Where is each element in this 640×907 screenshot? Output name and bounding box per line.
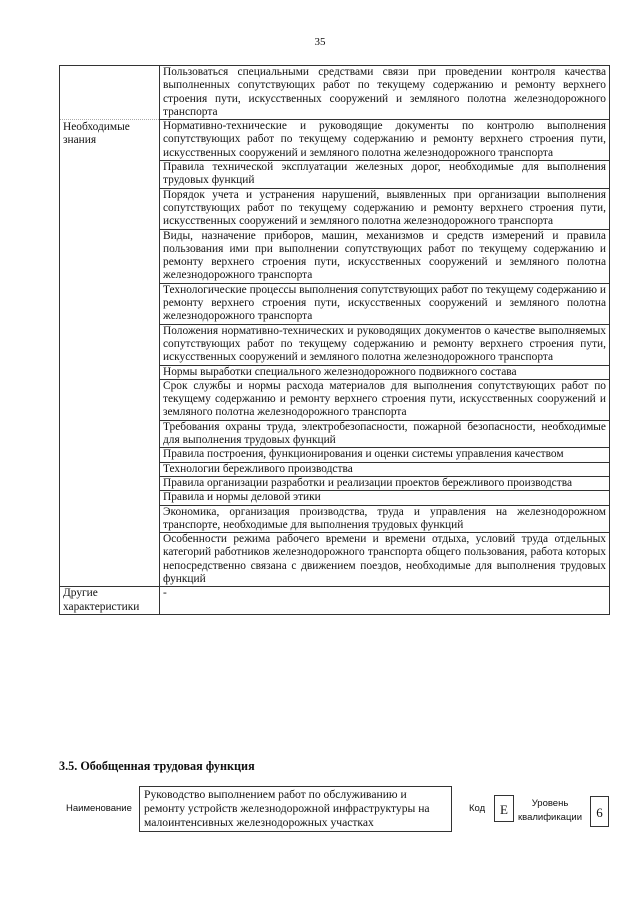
table-row [60, 476, 610, 490]
row-description: Нормы выработки специального железнодорожного подвижного состава [160, 365, 610, 379]
other-characteristics-label: Другие характеристики [60, 587, 160, 615]
table-row [60, 420, 610, 448]
row-description: Требования охраны труда, электробезопасности, пожарной безопасности, необходимые для выполнения трудовых функций [160, 420, 610, 448]
table-row [60, 462, 610, 476]
qualification-level-box: 6 [590, 796, 609, 827]
row-description: Правила технической эксплуатации железных дорог, необходимые для выполнения трудовых функций [160, 161, 610, 189]
table-row [60, 66, 610, 120]
row-category-empty [60, 188, 160, 229]
row-description: Правила построения, функционирования и оценки системы управления качеством [160, 448, 610, 462]
row-category-empty [60, 379, 160, 420]
row-category-empty [60, 505, 160, 533]
table-row [60, 505, 610, 533]
row-description: Технологии бережливого производства [160, 462, 610, 476]
row-category-empty [60, 66, 160, 120]
row-description: Особенности режима рабочего времени и времени отдыха, условий труда отдельных категорий работников железнодорожного транспорта общего пользования, работа которых непосредственно связана с движением поездов, необходимые для выполнения трудовых функций [160, 533, 610, 587]
row-description: Срок службы и нормы расхода материалов для выполнения сопутствующих работ по текущему содержанию и ремонту верхнего строения пути, искусственных сооружений и земляного полотна железнодорожного транспорта [160, 379, 610, 420]
table-row [60, 379, 610, 420]
table-row [60, 491, 610, 505]
other-characteristics-value: - [160, 587, 610, 615]
code-value-box: E [494, 795, 514, 822]
table-row [60, 533, 610, 587]
row-description: Правила организации разработки и реализации проектов бережливого производства [160, 476, 610, 490]
row-category-empty [60, 476, 160, 490]
skills-knowledge-table [59, 65, 610, 615]
table-row [60, 229, 610, 283]
row-description: Правила и нормы деловой этики [160, 491, 610, 505]
table-row [60, 324, 610, 365]
qualification-level-label: Уровень квалификации [517, 798, 583, 823]
row-description: Экономика, организация производства, труда и управления на железнодорожном транспорте, необходимые для выполнения трудовых функций [160, 505, 610, 533]
row-category-label: Необходимые знания [60, 120, 160, 161]
table-row [60, 161, 610, 189]
table-row-other [60, 587, 610, 615]
row-category-empty [60, 324, 160, 365]
table-body [60, 66, 610, 615]
table-row [60, 448, 610, 462]
row-category-empty [60, 491, 160, 505]
row-category-empty [60, 462, 160, 476]
table-row [60, 365, 610, 379]
name-label: Наименование [66, 803, 132, 814]
row-description: Нормативно-технические и руководящие документы по контролю выполнения сопутствующих работ по текущему содержанию и ремонту верхнего строения пути, искусственных сооружений и земляного полотна железнодорожного транспорта [160, 120, 610, 161]
row-category-empty [60, 365, 160, 379]
row-category-empty [60, 283, 160, 324]
code-label: Код [469, 803, 486, 814]
table-row [60, 120, 610, 161]
row-category-empty [60, 448, 160, 462]
section-heading: 3.5. Обобщенная трудовая функция [59, 759, 255, 773]
row-description: Технологические процессы выполнения сопутствующих работ по текущему содержанию и ремонту верхнего строения пути, искусственных сооружений и земляного полотна железнодорожного транспорта [160, 283, 610, 324]
row-category-empty [60, 533, 160, 587]
table-row [60, 283, 610, 324]
function-name-box: Руководство выполнением работ по обслуживанию и ремонту устройств железнодорожной инфраструктуры на малоинтенсивных железнодорожных участках [139, 786, 452, 832]
row-description: Порядок учета и устранения нарушений, выявленных при организации выполнения сопутствующих работ по текущему содержанию и ремонту верхнего строения пути, искусственных сооружений и земляного полотна железнодорожного транспорта [160, 188, 610, 229]
page-number: 35 [314, 36, 326, 48]
row-description: Положения нормативно-технических и руководящих документов о качестве выполняемых сопутствующих работ по текущему содержанию и ремонту верхнего строения пути, искусственных сооружений и земляного полотна железнодорожного транспорта [160, 324, 610, 365]
table-row [60, 188, 610, 229]
row-category-empty [60, 420, 160, 448]
row-category-empty [60, 229, 160, 283]
row-category-empty [60, 161, 160, 189]
row-description: Пользоваться специальными средствами связи при проведении контроля качества выполненных сопутствующих работ по текущему содержанию и ремонту верхнего строения пути, искусственных сооружений и земляного полотна железнодорожного транспорта [160, 66, 610, 120]
row-description: Виды, назначение приборов, машин, механизмов и средств измерений и правила пользования ими при выполнении сопутствующих работ по текущему содержанию и ремонту верхнего строения пути, искусственных сооружений и земляного полотна железнодорожного транспорта [160, 229, 610, 283]
